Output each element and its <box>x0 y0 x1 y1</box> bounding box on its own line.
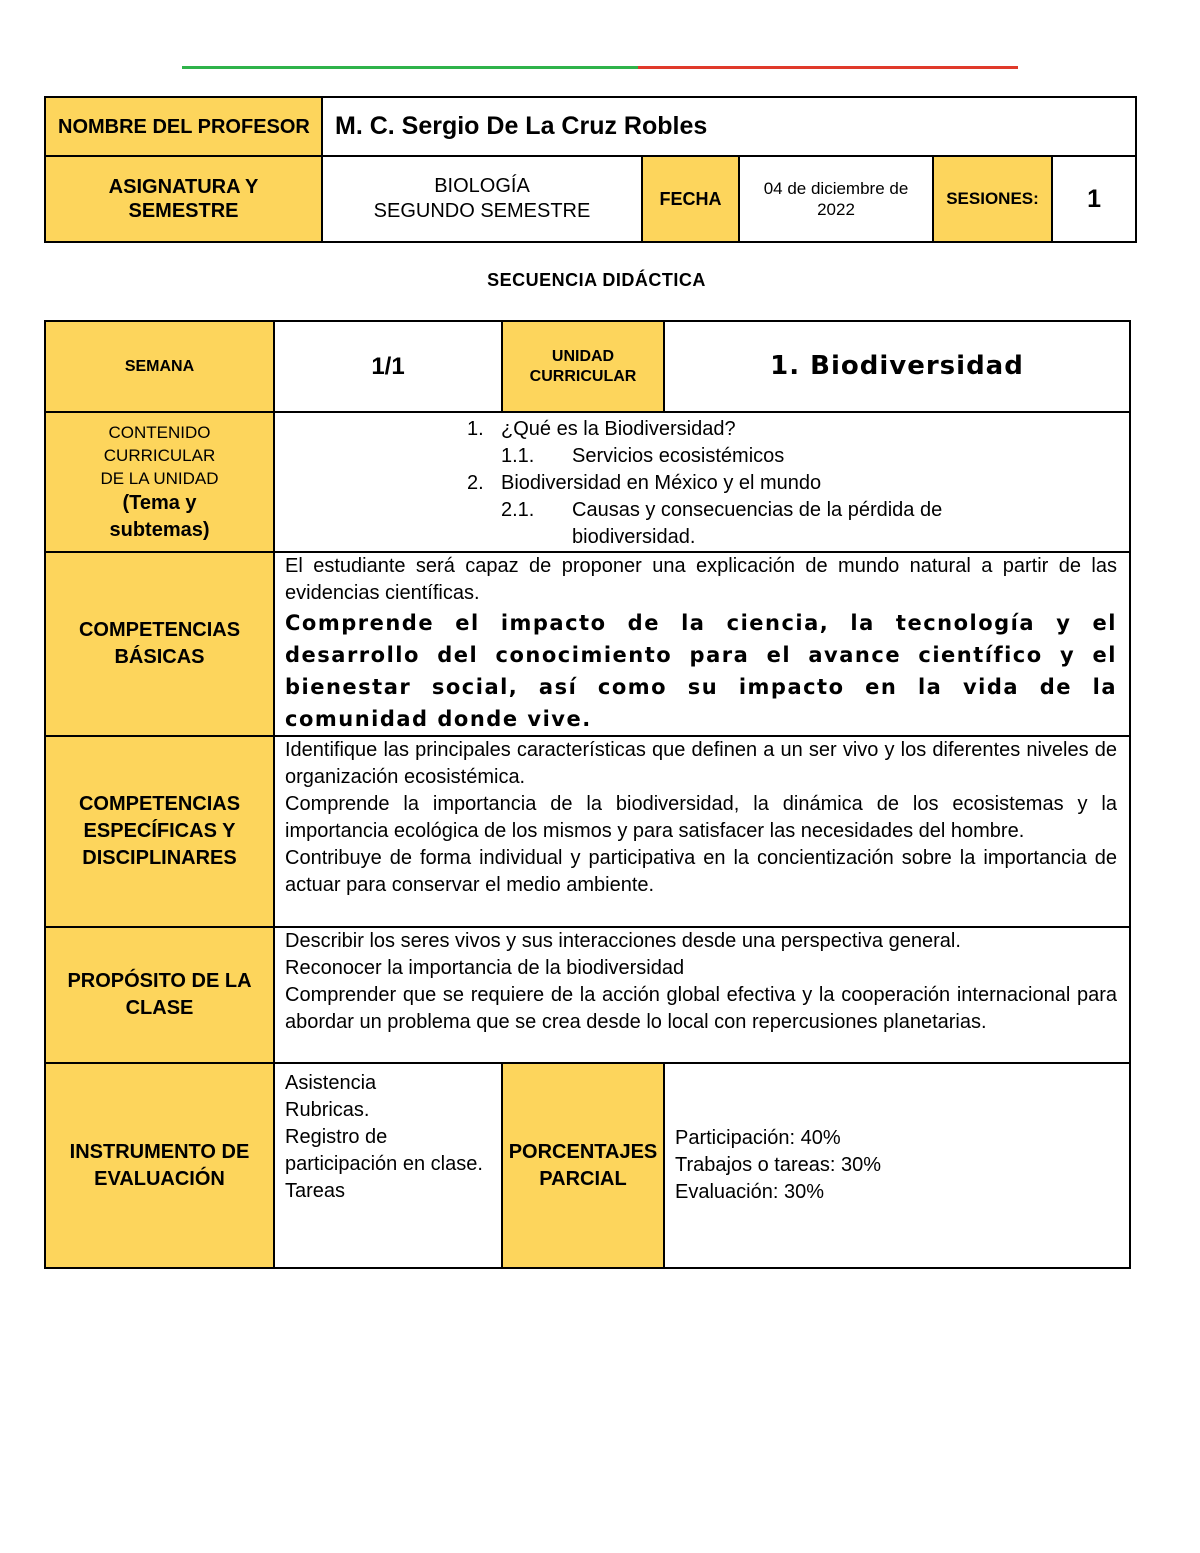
comp-especificas-item: Contribuye de forma individual y participativa en la concientización sobre la importancia de actuar para conservar el medio ambiente. <box>285 847 1117 896</box>
proposito-label: PROPÓSITO DE LA CLASE <box>45 927 274 1063</box>
porcentaje-item: Trabajos o tareas: 30% <box>675 1154 882 1176</box>
asignatura-line2: SEGUNDO SEMESTRE <box>373 200 591 222</box>
contenido-label-2: CURRICULAR <box>103 446 216 465</box>
contenido-list <box>274 412 1130 552</box>
list-item: 2. Biodiversidad en México y el mundo <box>467 472 822 494</box>
unidad-value: 1. Biodiversidad <box>664 321 1130 412</box>
instrumento-label: INSTRUMENTO DE EVALUACIÓN <box>45 1063 274 1268</box>
comp-especificas-cell <box>274 736 1130 927</box>
list-item: 1.1. Servicios ecosistémicos <box>501 445 785 467</box>
section-title: SECUENCIA DIDÁCTICA <box>487 270 706 290</box>
list-item: 1. ¿Qué es la Biodiversidad? <box>467 418 736 440</box>
porcentajes-label: PORCENTAJES PARCIAL <box>502 1063 664 1268</box>
instrumento-item: Asistencia <box>285 1072 377 1094</box>
proposito-item: Reconocer la importancia de la biodiversidad <box>285 957 685 979</box>
proposito-item: Comprender que se requiere de la acción global efectiva y la cooperación internacional para abordar un problema que se crea desde lo local con repercusiones planetarias. <box>285 984 1117 1033</box>
comp-basicas-label: COMPETENCIAS BÁSICAS <box>45 552 274 736</box>
sequence-table <box>44 320 1131 1269</box>
asignatura-line1: BIOLOGÍA <box>434 175 530 197</box>
proposito-cell <box>274 927 1130 1063</box>
instrumento-item: Tareas <box>285 1180 346 1202</box>
profesor-value: M. C. Sergio De La Cruz Robles <box>322 97 1136 156</box>
semana-value: 1/1 <box>274 321 502 412</box>
comp-especificas-item: Comprende la importancia de la biodiversidad, la dinámica de los ecosistemas y la importancia ecológica de los mismos y para satisfacer las necesidades del hombre. <box>285 793 1117 842</box>
proposito-item: Describir los seres vivos y sus interacciones desde una perspectiva general. <box>285 930 961 952</box>
fecha-label: FECHA <box>642 156 739 242</box>
porcentaje-item: Participación: 40% <box>675 1127 841 1149</box>
sesiones-value: 1 <box>1052 156 1136 242</box>
instrumentos-cell <box>274 1063 502 1268</box>
list-item: 2.1. Causas y consecuencias de la pérdida de biodiversidad. <box>501 499 943 548</box>
top-line-green <box>182 66 638 69</box>
comp-basicas-cell <box>274 552 1130 736</box>
header-table <box>44 96 1137 243</box>
unidad-label: UNIDAD CURRICULAR <box>502 321 664 412</box>
asignatura-label: ASIGNATURA Y SEMESTRE <box>45 156 322 242</box>
comp-basicas-bold: Comprende el impacto de la ciencia, la tecnología y el desarrollo del conocimiento para el avance científico y el bienestar social, así como su impacto en la vida de la comunidad donde vive. <box>285 611 1117 731</box>
instrumento-item: Rubricas. <box>285 1099 370 1121</box>
sesiones-label: SESIONES: <box>933 156 1052 242</box>
semana-label: SEMANA <box>45 321 274 412</box>
contenido-label-1: CONTENIDO <box>108 423 211 442</box>
porcentajes-cell <box>664 1063 1130 1268</box>
comp-especificas-label: COMPETENCIAS ESPECÍFICAS Y DISCIPLINARES <box>45 736 274 927</box>
comp-especificas-item: Identifique las principales características que definen a un ser vivo y los diferentes niveles de organización ecosistémica. <box>285 739 1117 788</box>
fecha-value: 04 de diciembre de 2022 <box>739 156 933 242</box>
profesor-label: NOMBRE DEL PROFESOR <box>45 97 322 156</box>
comp-basicas-text: El estudiante será capaz de proponer una explicación de mundo natural a partir de las evidencias científicas. <box>285 555 1117 604</box>
top-line-red <box>638 66 1018 69</box>
contenido-label-3: DE LA UNIDAD <box>100 469 219 488</box>
porcentaje-item: Evaluación: 30% <box>675 1181 824 1203</box>
contenido-label <box>45 412 274 552</box>
contenido-label-4: (Tema y subtemas) <box>109 492 210 541</box>
instrumento-item: Registro de participación en clase. <box>285 1126 483 1175</box>
asignatura-value <box>322 156 642 242</box>
